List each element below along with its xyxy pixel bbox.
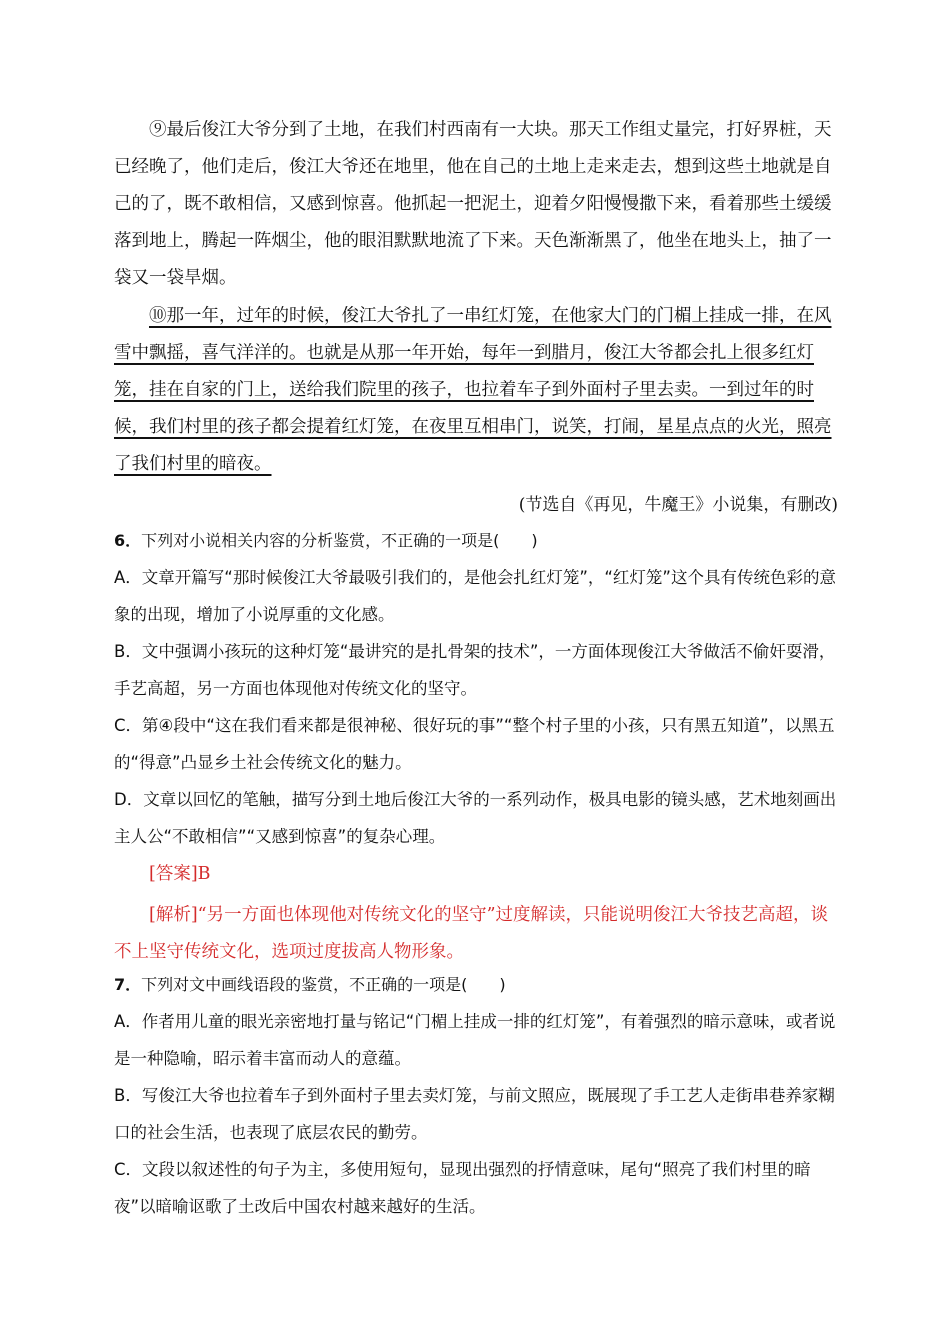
q6-answer: [答案]B xyxy=(149,864,211,884)
q7-option-a: A．作者用儿童的眼光亲密地打量与铭记“门楣上挂成一排的红灯笼”，有着强烈的暗示意味，或者说是一种隐喻，昭示着丰富而动人的意蕴。 xyxy=(114,1012,836,1068)
passage-source: (节选自《再见，牛魔王》小说集，有删改) xyxy=(518,495,838,515)
question-6 xyxy=(114,522,840,559)
passage-paragraph-10 xyxy=(114,298,840,483)
q7-option-c: C．文段以叙述性的句子为主，多使用短句，显现出强烈的抒情意味，尾句“照亮了我们村里的暗夜”以暗喻讴歌了土改后中国农村越来越好的生活。 xyxy=(114,1160,811,1216)
passage-paragraph-9: ⑨最后俊江大爷分到了土地，在我们村西南有一大块。那天工作组丈量完，打好界桩，天已经晚了，他们走后，俊江大爷还在地里，他在自己的土地上走来走去，想到这些土地就是自己的了，既不敢相信，又感到惊喜。他抓起一把泥土，迎着夕阳慢慢撒下来，看着那些土缓缓落到地上，腾起一阵烟尘，他的眼泪默默地流了下来。天色渐渐黑了，他坐在地头上，抽了一袋又一袋旱烟。 xyxy=(114,120,832,288)
q6-option-d: D．文章以回忆的笔触，描写分到土地后俊江大爷的一系列动作，极具电影的镜头感，艺术地刻画出主人公“不敢相信”“又感到惊喜”的复杂心理。 xyxy=(114,790,837,846)
question-6-number: 6． xyxy=(114,531,142,550)
q7-option-b: B．写俊江大爷也拉着车子到外面村子里去卖灯笼，与前文照应，既展现了手工艺人走街串巷养家糊口的社会生活，也表现了底层农民的勤劳。 xyxy=(114,1086,835,1142)
q6-option-c: C．第④段中“这在我们看来都是很神秘、很好玩的事”“整个村子里的小孩，只有黑五知道”，以黑五的“得意”凸显乡土社会传统文化的魅力。 xyxy=(114,716,835,772)
question-7-stem: 下列对文中画线语段的鉴赏，不正确的一项是( ) xyxy=(141,975,506,994)
question-7 xyxy=(114,966,840,1003)
q6-option-a: A．文章开篇写“那时候俊江大爷最吸引我们的，是他会扎红灯笼”，“红灯笼”这个具有传统色彩的意象的出现，增加了小说厚重的文化感。 xyxy=(114,568,836,624)
question-7-number: 7． xyxy=(114,975,142,994)
underlined-passage: ⑩那一年，过年的时候，俊江大爷扎了一串红灯笼，在他家大门的门楣上挂成一排，在风雪中飘摇，喜气洋洋的。也就是从那一年开始，每年一到腊月，俊江大爷都会扎上很多红灯笼，挂在自家的门上，送给我们院里的孩子，也拉着车子到外面村子里去卖。一到过年的时候，我们村里的孩子都会提着红灯笼，在夜里互相串门，说笑，打闹，星星点点的火光，照亮了我们村里的暗夜。 xyxy=(114,306,832,474)
q6-option-b: B．文中强调小孩玩的这种灯笼“最讲究的是扎骨架的技术”，一方面体现俊江大爷做活不偷奸耍滑，手艺高超，另一方面也体现他对传统文化的坚守。 xyxy=(114,642,836,698)
question-6-stem: 下列对小说相关内容的分析鉴赏，不正确的一项是( ) xyxy=(141,531,538,550)
q6-analysis: [解析]“另一方面也体现他对传统文化的坚守”过度解读，只能说明俊江大爷技艺高超，谈不上坚守传统文化，选项过度拔高人物形象。 xyxy=(114,905,829,962)
